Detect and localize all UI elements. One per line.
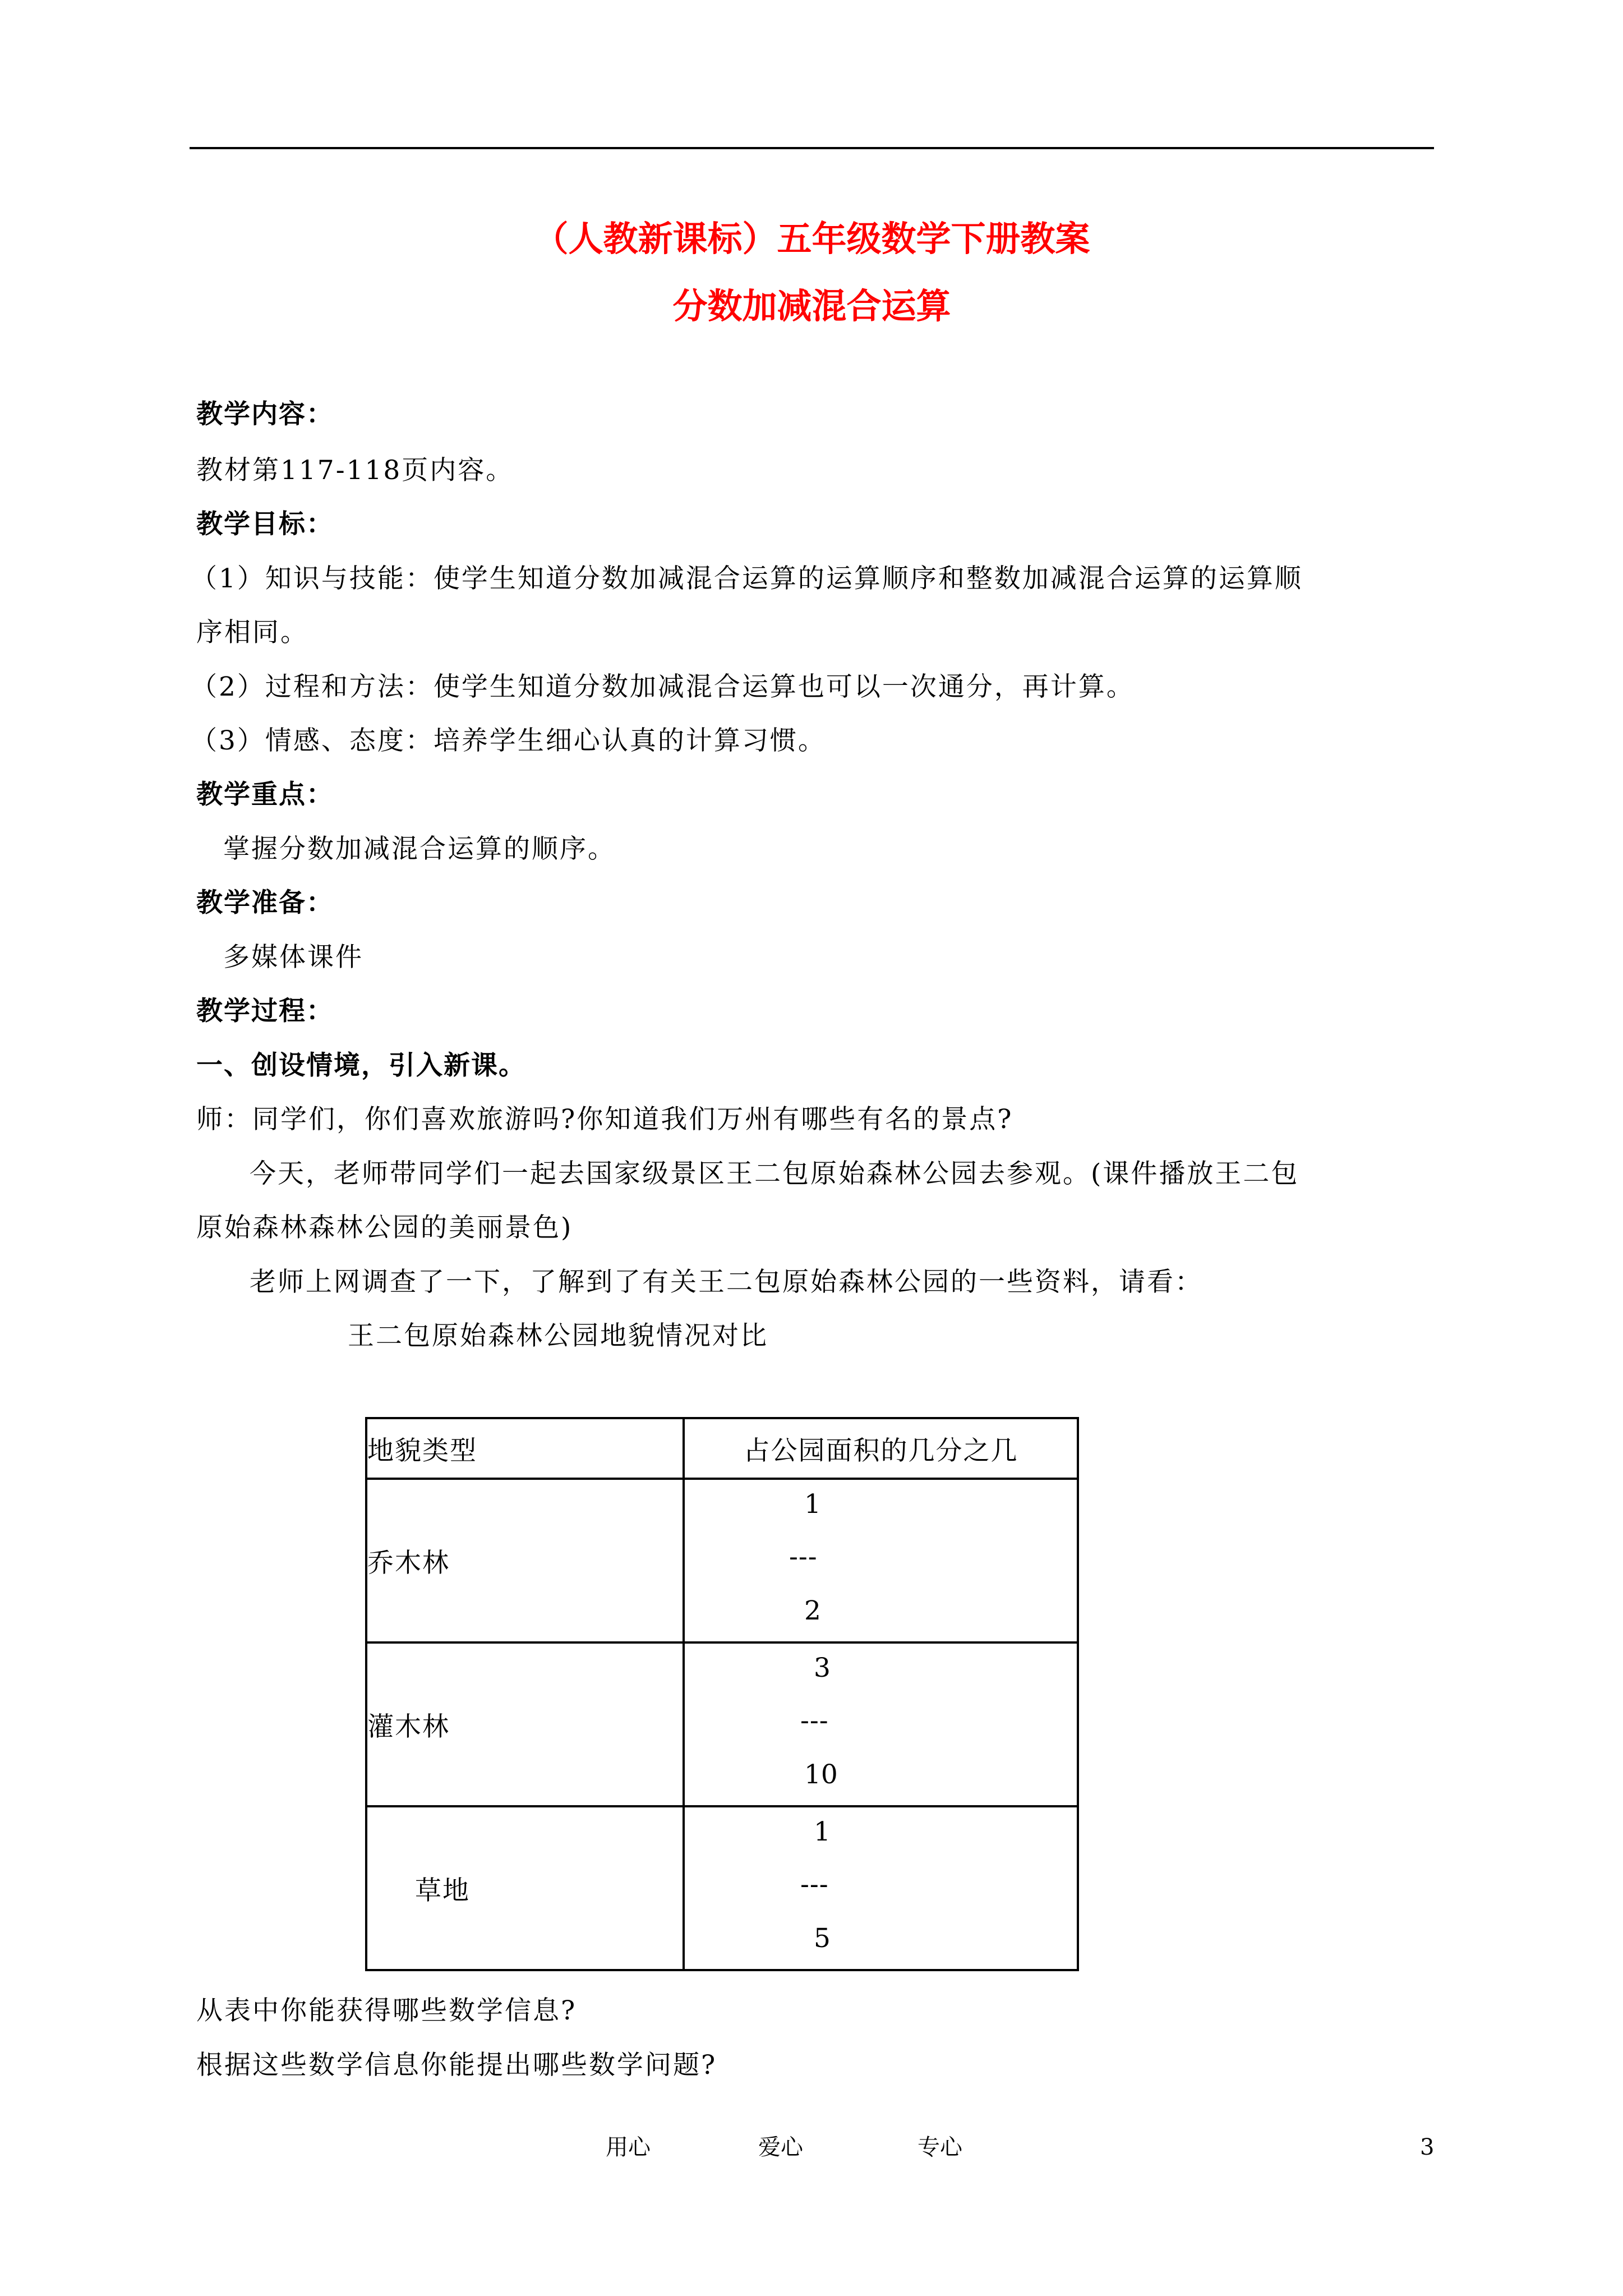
- header-rule: [190, 147, 1434, 149]
- fraction-cell: [684, 1642, 1078, 1806]
- footer-motto-1: 用心: [606, 2134, 651, 2160]
- teacher-question: 师：同学们，你们喜欢旅游吗?你知道我们万州有哪些有名的景点?: [196, 1104, 1013, 1135]
- terrain-type-cell: 乔木林: [366, 1479, 684, 1642]
- goal-1-line-1: （1）知识与技能：使学生知道分数加减混合运算的运算顺序和整数加减混合运算的运算顺: [191, 563, 1303, 594]
- terrain-table: [365, 1417, 1079, 1971]
- section-heading-goals: 教学目标：: [196, 509, 334, 540]
- fraction-bar: ---: [789, 1542, 818, 1572]
- document-subtitle: 分数加减混合运算: [672, 286, 951, 326]
- prep-text: 多媒体课件: [223, 942, 363, 973]
- goal-2: （2）过程和方法：使学生知道分数加减混合运算也可以一次通分，再计算。: [191, 671, 1135, 702]
- fraction-numerator: 1: [804, 1489, 821, 1520]
- document-title: （人教新课标）五年级数学下册教案: [533, 218, 1090, 259]
- header-area-fraction: 占公园面积的几分之几: [684, 1418, 1078, 1479]
- question-2: 根据这些数学信息你能提出哪些数学问题?: [196, 2050, 717, 2081]
- content-text: 教材第117-118页内容。: [196, 455, 514, 486]
- section-heading-prep: 教学准备：: [196, 887, 334, 918]
- table-row: [366, 1642, 1078, 1806]
- fraction-denominator: 2: [804, 1595, 821, 1626]
- section-heading-focus: 教学重点：: [196, 779, 334, 810]
- goal-3: （3）情感、态度：培养学生细心认真的计算习惯。: [191, 725, 826, 756]
- table-header-row: [366, 1418, 1078, 1479]
- section-heading-content: 教学内容：: [196, 399, 334, 430]
- table-row: [366, 1806, 1078, 1970]
- question-1: 从表中你能获得哪些数学信息?: [196, 1995, 577, 2026]
- step-1-heading: 一、创设情境，引入新课。: [196, 1050, 526, 1081]
- table-row: [366, 1479, 1078, 1642]
- footer-motto-3: 专心: [917, 2134, 962, 2160]
- fraction-numerator: 1: [814, 1816, 831, 1847]
- fraction-cell: [684, 1806, 1078, 1970]
- fraction-bar: ---: [800, 1705, 829, 1736]
- section-heading-process: 教学过程：: [196, 996, 334, 1027]
- today-line-1: 今天，老师带同学们一起去国家级景区王二包原始森林公园去参观。(课件播放王二包: [250, 1158, 1299, 1189]
- goal-1-line-2: 序相同。: [196, 617, 308, 648]
- terrain-type-cell: 灌木林: [366, 1642, 684, 1806]
- table-caption: 王二包原始森林公园地貌情况对比: [348, 1320, 768, 1351]
- header-terrain-type: 地貌类型: [366, 1418, 684, 1479]
- today-line-2: 原始森林森林公园的美丽景色): [196, 1212, 573, 1243]
- footer-motto-2: 爱心: [758, 2134, 803, 2160]
- focus-text: 掌握分数加减混合运算的顺序。: [223, 834, 616, 864]
- fraction-cell: [684, 1479, 1078, 1642]
- page-number: 3: [1420, 2134, 1435, 2160]
- fraction-denominator: 10: [804, 1759, 838, 1790]
- fraction-bar: ---: [800, 1869, 829, 1900]
- fraction-denominator: 5: [814, 1923, 831, 1954]
- terrain-type-cell: 草地: [366, 1806, 684, 1970]
- research-text: 老师上网调查了一下，了解到了有关王二包原始森林公园的一些资料，请看：: [250, 1267, 1203, 1297]
- fraction-numerator: 3: [814, 1653, 831, 1683]
